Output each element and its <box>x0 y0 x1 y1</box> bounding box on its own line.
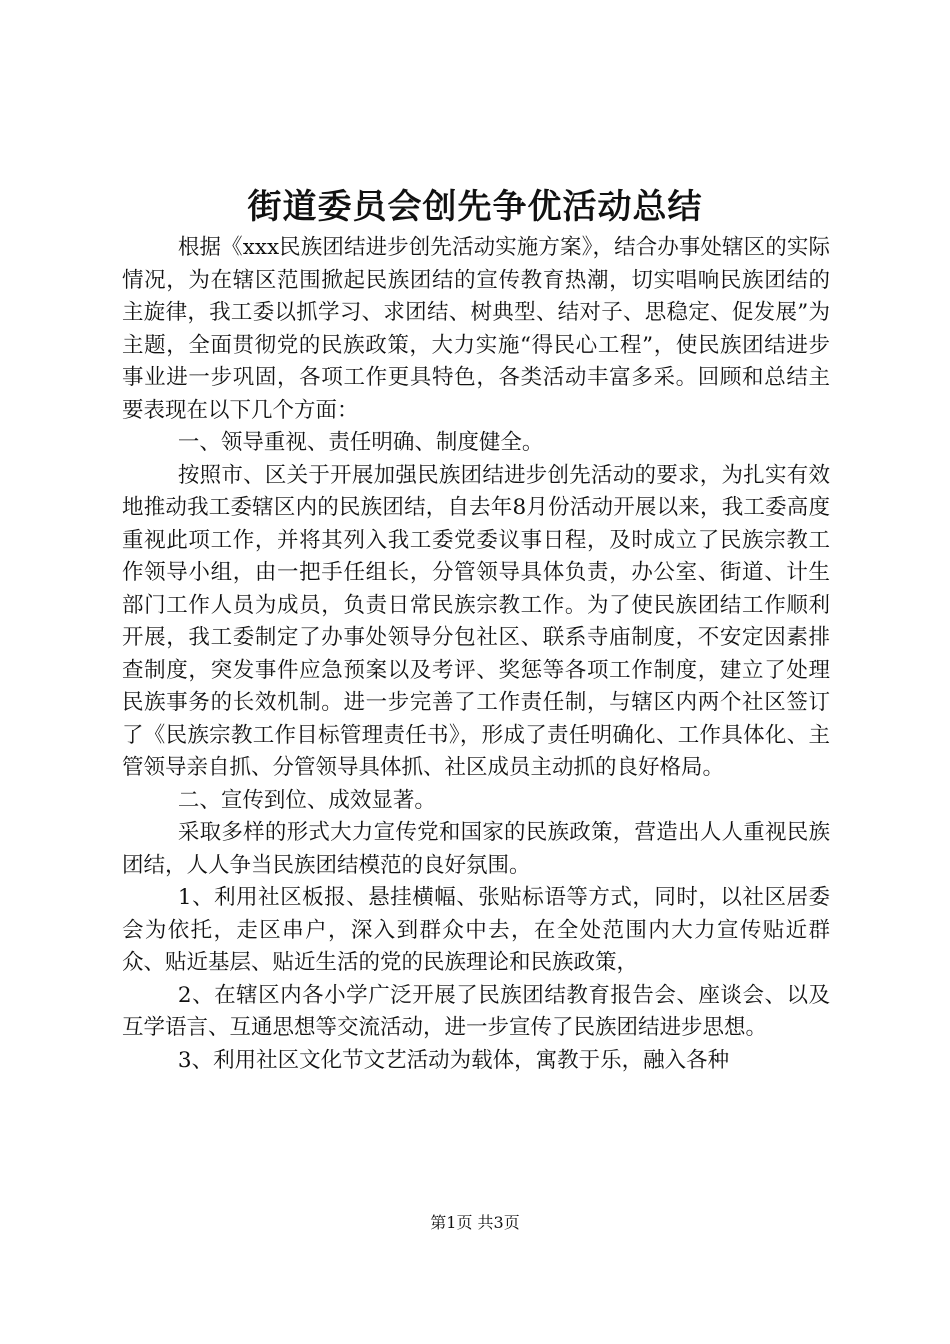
page-footer: 第1页 共3页 <box>430 1213 520 1232</box>
list-item: 3、利用社区文化节文艺活动为载体，寓教于乐，融入各种 <box>177 1047 730 1073</box>
document-title: 街道委员会创先争优活动总结 <box>247 187 703 227</box>
section-heading: 一、领导重视、责任明确、制度健全。 <box>177 430 544 455</box>
paragraph: 采取多样的形式大力宣传党和国家的民族政策，营造出人人重视民族团结，人人争当民族团结模范的良好氛围。 <box>122 820 830 878</box>
paragraph: 根据《xxx民族团结进步创先活动实施方案》，结合办事处辖区的实际情况，为在辖区范围掀起民族团结的宣传教育热潮，切实唱响民族团结的主旋律，我工委以抓学习、求团结、树典型、结对子、思稳定、促发展”为主题，全面贯彻党的民族政策，大力实施“得民心工程”，使民族团结进步事业进一步巩固，各项工作更具特色，各类活动丰富多采。回顾和总结主要表现在以下几个方面： <box>122 235 830 423</box>
section-heading: 二、宣传到位、成效显著。 <box>177 787 436 813</box>
document-body <box>122 232 830 1077</box>
paragraph: 按照市、区关于开展加强民族团结进步创先活动的要求，为扎实有效地推动我工委辖区内的民族团结，自去年8月份活动开展以来，我工委高度重视此项工作，并将其列入我工委党委议事日程，及时成立了民族宗教工作领导小组，由一把手任组长，分管领导具体负责，办公室、街道、计生部门工作人员为成员，负责日常民族宗教工作。为了使民族团结工作顺利开展，我工委制定了办事处领导分包社区、联系寺庙制度，不安定因素排查制度，突发事件应急预案以及考评、奖惩等各项工作制度，建立了处理民族事务的长效机制。进一步完善了工作责任制，与辖区内两个社区签订了《民族宗教工作目标管理责任书》，形成了责任明确化、工作具体化、主管领导亲自抓、分管领导具体抓、社区成员主动抓的良好格局。 <box>122 462 830 780</box>
list-item: 2、在辖区内各小学广泛开展了民族团结教育报告会、座谈会、以及互学语言、互通思想等交流活动，进一步宣传了民族团结进步思想。 <box>122 982 830 1040</box>
list-item: 1、利用社区板报、悬挂横幅、张贴标语等方式，同时，以社区居委会为依托，走区串户，深入到群众中去，在全处范围内大力宣传贴近群众、贴近基层、贴近生活的党的民族理论和民族政策， <box>122 885 830 975</box>
